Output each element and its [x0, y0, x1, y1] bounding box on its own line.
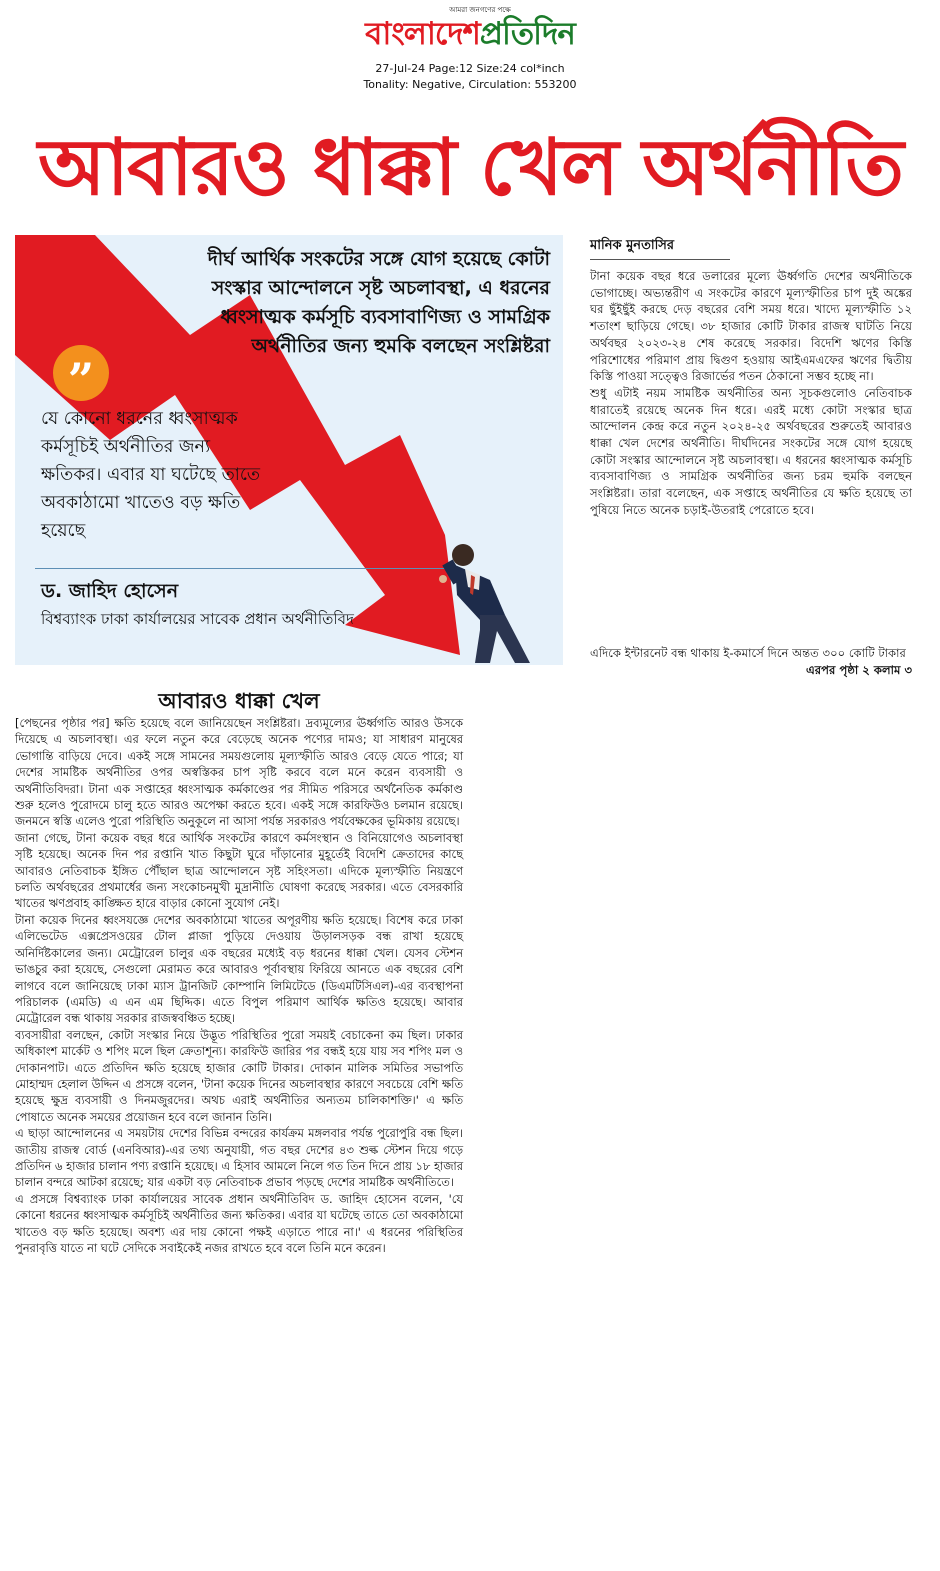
quote-divider — [35, 568, 455, 569]
continuation-body — [15, 715, 463, 1256]
feature-graphic — [15, 235, 563, 665]
continued-reference: এরপর পৃষ্ঠা ২ কলাম ৩ — [805, 662, 912, 677]
businessman-pushing-icon — [435, 535, 555, 665]
continuation-paragraph: ব্যবসায়ীরা বলছেন, কোটা সংস্কার নিয়ে উদ্ভূত পরিস্থিতির পুরো সময়ই বেচাকেনা কম ছিল। ঢাকার অধিকাংশ মার্কেট ও শপিং মলে ছিল ক্রেতাশূন্য। কারফিউ জারির পর বন্ধই হয়ে যায় সব শপিং মল ও দোকানপাট। এতে প্রতিদিন ক্ষতি হয়েছে হাজার কোটি টাকার। দোকান মালিক সমিতির সভাপতি মোহাম্মদ হেলাল উদ্দিন এ প্রসঙ্গে বলেন, 'টানা কয়েক দিনের অচলাবস্থার কারণে সবচেয়ে বেশি ক্ষতি হয়েছে ক্ষুদ্র ব্যবসায়ী ও দিনমজুরদের। অথচ এরাই অর্থনীতির অন্যতম চালিকাশক্তি।' এ ক্ষতি পোষাতে অনেক সময়ের প্রয়োজন হবে বলে জানান তিনি। — [15, 1027, 463, 1124]
logo-second-word: প্রতিদিন — [479, 16, 575, 52]
continuation-paragraph — [15, 715, 463, 830]
masthead-tagline: আমরা জনগণের পক্ষে — [449, 6, 511, 14]
article-byline: মানিক মুনতাসির — [590, 236, 730, 260]
continuation-paragraph: টানা কয়েক দিনের ধ্বংসযজ্ঞে দেশের অবকাঠামো খাতের অপূরণীয় ক্ষতি হয়েছে। বিশেষ করে ঢাকা এলিভেটেড এক্সপ্রেসওয়ের টোল প্লাজা পুড়িয়ে দেওয়ায় উড়ালসড়ক বন্ধ রাখা হয়েছে অনির্দিষ্টকালের জন্য। মেট্রোরেল চালুর এক বছরের মধ্যেই বড় ধরনের ধাক্কা খেল। যেসব স্টেশন ভাঙচুর করা হয়েছে, সেগুলো মেরামত করে আবারও পূর্বাবস্থায় ফিরিয়ে আনতে এক বছরের বেশি লাগবে বলে জানিয়েছে ঢাকা ম্যাস ট্রানজিট কোম্পানি লিমিটেডে (ডিএমটিসিএল)-এর ব্যবস্থাপনা পরিচালক (এমডি) এ এন এম ছিদ্দিক। এতে বিপুল পরিমাণ আর্থিক ক্ষতিও হয়েছে। আবার মেট্রোরেল বন্ধ থাকায় সরকার রাজস্ববঞ্চিত হচ্ছে। — [15, 912, 463, 1026]
quote-mark-icon: ” — [53, 345, 109, 401]
headline: আবারও ধাক্কা খেল অর্থনীতি — [38, 123, 902, 213]
clipping-meta-tonality: Tonality: Negative, Circulation: 553200 — [363, 78, 577, 91]
continued-text: এদিকে ইন্টারনেট বন্ধ থাকায় ই-কমার্সে দিনে অন্তত ৩০০ কোটি টাকার — [590, 646, 906, 660]
clipping-meta-page: 27-Jul-24 Page:12 Size:24 col*inch — [375, 62, 565, 75]
continuation-lead-tag: [পেছনের পৃষ্ঠার পর] — [15, 716, 110, 730]
continuation-text: ক্ষতি হয়েছে বলে জানিয়েছেন সংশ্লিষ্টরা। দ্রব্যমূল্যের ঊর্ধ্বগতি আরও উসকে দিয়েছে এ অচলাবস্থা। এর ফলে নতুন করে বেড়েছে অনেক পণ্যের দামও; যা সাধারণ মানুষের ভোগান্তি বাড়িয়ে দেবে। একই সঙ্গে সামনের সময়গুলোয় মূল্যস্ফীতি আরও বেড়ে যেতে পারে; যা দেশের সামষ্টিক অর্থনীতির ওপর অস্বস্তিকর চাপ সৃষ্টি করবে বলে মনে করেন ব্যবসায়ী ও অর্থনীতিবিদরা। টানা এক সপ্তাহের ধ্বংসাত্মক কর্মকাণ্ডের পর সীমিত পরিসরে অর্থনৈতিক কর্মকাণ্ড শুরু হলেও পুরোদমে চালু হতে আরও অপেক্ষা করতে হবে। একই সঙ্গে কারফিউও চলমান রয়েছে। জনমনে স্বস্তি এলেও পুরো পরিস্থিতি অনুকূলে না আসা পর্যন্ত সরকারও পর্যবেক্ষকের ভূমিকায় রয়েছে। — [15, 716, 464, 829]
lead-paragraph: টানা কয়েক বছর ধরে ডলারের মূল্যে ঊর্ধ্বগতি দেশের অর্থনীতিকে ভোগাচ্ছে। অভ্যন্তরীণ এ সংকটের কারণে মূল্যস্ফীতির চাপ দুই অঙ্কের ঘর ছুঁইছুঁই করছে দেড় বছরের বেশি সময় ধরে। খাদ্যে মূল্যস্ফীতি ১২ শতাংশ ছাড়িয়ে গেছে। ৩৮ হাজার কোটি টাকার রাজস্ব ঘাটতি নিয়ে অর্থবছর ২০২৩-২৪ শেষ করেছে সরকার। বিদেশি ঋণের কিস্তি পরিশোধের পরিমাণ প্রায় দ্বিগুণ হওয়ায় আইএমএফের ঋণের দ্বিতীয় কিস্তি পাওয়া সত্ত্বেও রিজার্ভের পতন ঠেকানো সম্ভব হচ্ছে না। — [590, 269, 912, 384]
continuation-paragraph: জানা গেছে, টানা কয়েক বছর ধরে আর্থিক সংকটের কারণে কর্মসংস্থান ও বিনিয়োগেও অচলাবস্থা সৃষ্টি হয়েছে। অনেক দিন পর রপ্তানি খাত কিছুটা ঘুরে দাঁড়ানোর মুহূর্তেই বিদেশি ক্রেতাদের কাছে আবারও নেতিবাচক ইঙ্গিত পৌঁছাল ছাত্র আন্দোলনে সৃষ্ট সহিংসতা। এদিকে মূল্যস্ফীতি নিয়ন্ত্রণে চলতি অর্থবছরের প্রথমার্ধের জন্য সংকোচনমুখী মুদ্রানীতি ঘোষণা করেছে সরকার। এতে বেসরকারি খাতের ঋণপ্রবাহ কাঙ্ক্ষিত হারে বাড়ার কোনো সুযোগ নেই। — [15, 830, 463, 911]
logo-first-word: বাংলাদেশ — [365, 16, 480, 52]
newspaper-logo — [320, 12, 620, 56]
continuation-title: আবারও ধাক্কা খেল — [158, 689, 320, 713]
quoted-person-name: ড. জাহিদ হোসেন — [41, 580, 179, 602]
masthead — [0, 0, 940, 95]
side-quote: যে কোনো ধরনের ধ্বংসাত্মক কর্মসূচিই অর্থনীতির জন্য ক্ষতিকর। এবার যা ঘটেছে তাতে অবকাঠামো খাতেও বড় ক্ষতি হয়েছে — [41, 409, 260, 541]
quoted-person-role: বিশ্বব্যাংক ঢাকা কার্যালয়ের সাবেক প্রধান অর্থনীতিবিদ — [41, 610, 354, 628]
article-lead-column — [590, 268, 912, 519]
continuation-paragraph: এ প্রসঙ্গে বিশ্বব্যাংক ঢাকা কার্যালয়ের সাবেক প্রধান অর্থনীতিবিদ ড. জাহিদ হোসেন বলেন, 'যে কোনো ধরনের ধ্বংসাত্মক কর্মসূচিই অর্থনীতির জন্য ক্ষতিকর। এবার যা ঘটেছে তাতে তো অবকাঠামো খাতেও বড় ক্ষতি হয়েছে। অবশ্য এর দায় কোনো পক্ষই এড়াতে পারে না।' এ ধরনের পরিস্থিতির পুনরাবৃত্তি যাতে না ঘটে সেদিকে সবাইকেই নজর রাখতে হবে বলে তিনি মনে করেন। — [15, 1191, 463, 1255]
lead-paragraph: শুধু এটাই নয়ম সামষ্টিক অর্থনীতির অন্য সূচকগুলোও নেতিবাচক ধারাতেই রয়েছে অনেক দিন ধরে। এরই মধ্যে কোটা সংস্কার ছাত্র আন্দোলন কেন্দ্র করে নতুন ২০২৪-২৫ অর্থবছরের শুরুতেই আবারও ধাক্কা খেল দেশের অর্থনীতি। দীর্ঘদিনের সংকটের সঙ্গে যোগ হয়েছে কোটা সংস্কার আন্দোলনে সৃষ্ট অচলাবস্থা। এ ধরনের ধ্বংসাত্মক কর্মসূচি ব্যবসাবাণিজ্য ও সামগ্রিক অর্থনীতির জন্য চরম হুমকি বলছেন সংশ্লিষ্টরা। তারা বলেছেন, এক সপ্তাহে অর্থনীতির যে ক্ষতি হয়েছে তা পুষিয়ে নিতে অনেক চড়াই-উতরাই পেরোতে হবে। — [590, 385, 912, 517]
continued-line — [590, 645, 912, 678]
feature-quote: দীর্ঘ আর্থিক সংকটের সঙ্গে যোগ হয়েছে কোটা সংস্কার আন্দোলনে সৃষ্ট অচলাবস্থা, এ ধরনের ধ্বংসাত্মক কর্মসূচি ব্যবসাবাণিজ্য ও সামগ্রিক অর্থনীতির জন্য হুমকি বলছেন সংশ্লিষ্টরা — [207, 248, 550, 357]
continuation-paragraph: এ ছাড়া আন্দোলনের এ সময়টায় দেশের বিভিন্ন বন্দরের কার্যক্রম মঙ্গলবার পর্যন্ত পুরোপুরি বন্ধ ছিল। জাতীয় রাজস্ব বোর্ড (এনবিআর)-এর তথ্য অনুযায়ী, গত বছর দেশের ৪৩ শুল্ক স্টেশন দিয়ে গড়ে প্রতিদিন ৬ হাজার চালান পণ্য রপ্তানি হয়েছে। এ হিসাব আমলে নিলে গত তিন দিনে প্রায় ১৮ হাজার চালান বন্দরে আটকা রয়েছে; যার একটা বড় নেতিবাচক প্রভাব পড়ছে দেশের সামষ্টিক অর্থনীতিতে। — [15, 1126, 463, 1190]
